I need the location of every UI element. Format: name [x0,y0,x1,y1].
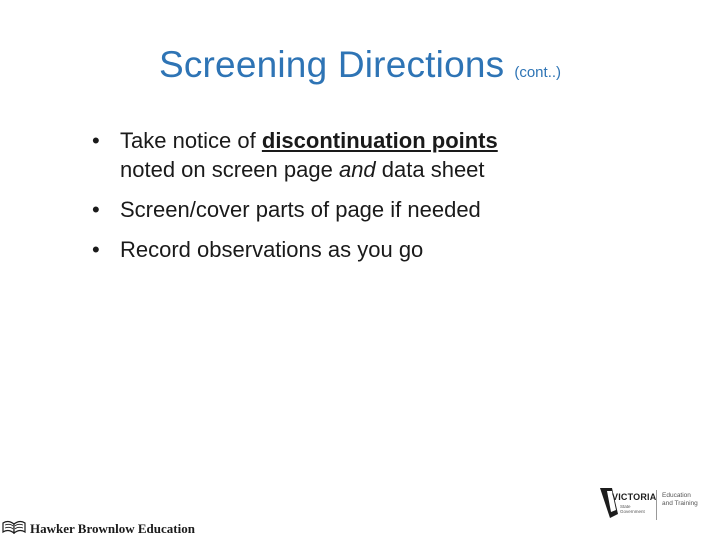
bullet-item [92,235,652,264]
department-name [662,492,698,508]
slide-title [0,44,720,86]
department-line: Education [662,492,691,499]
logo-state-text [620,504,645,514]
bullet-text-line2: noted on screen page [120,157,339,182]
title-continued-note: (cont..) [514,64,562,81]
bullet-dot: • [92,197,100,222]
bullet-text-line2-end: data sheet [375,157,485,182]
publisher-footer [0,518,195,540]
government-logo-block [598,484,708,526]
book-icon [2,520,26,539]
bullet-dot: • [92,237,100,262]
bullet-item [92,126,652,184]
bullet-italic: and [338,157,376,182]
bullet-item [92,195,652,224]
bullet-list [92,126,652,275]
bullet-text: Take notice of [120,128,262,153]
bullet-text: Record observations as you go [120,237,424,262]
logo-wordmark: VICTORIA [612,492,657,502]
bullet-dot: • [92,128,100,153]
logo-state-line: Government [620,509,645,514]
bullet-text: Screen/cover parts of page if needed [120,197,481,222]
logo-state-line: State [620,504,631,509]
bullet-emphasis: discontinuation points [261,128,498,153]
title-main: Screening Directions [158,44,505,85]
victoria-state-logo [598,484,657,524]
department-line: and Training [662,500,698,507]
publisher-name: Hawker Brownlow Education [30,521,195,536]
